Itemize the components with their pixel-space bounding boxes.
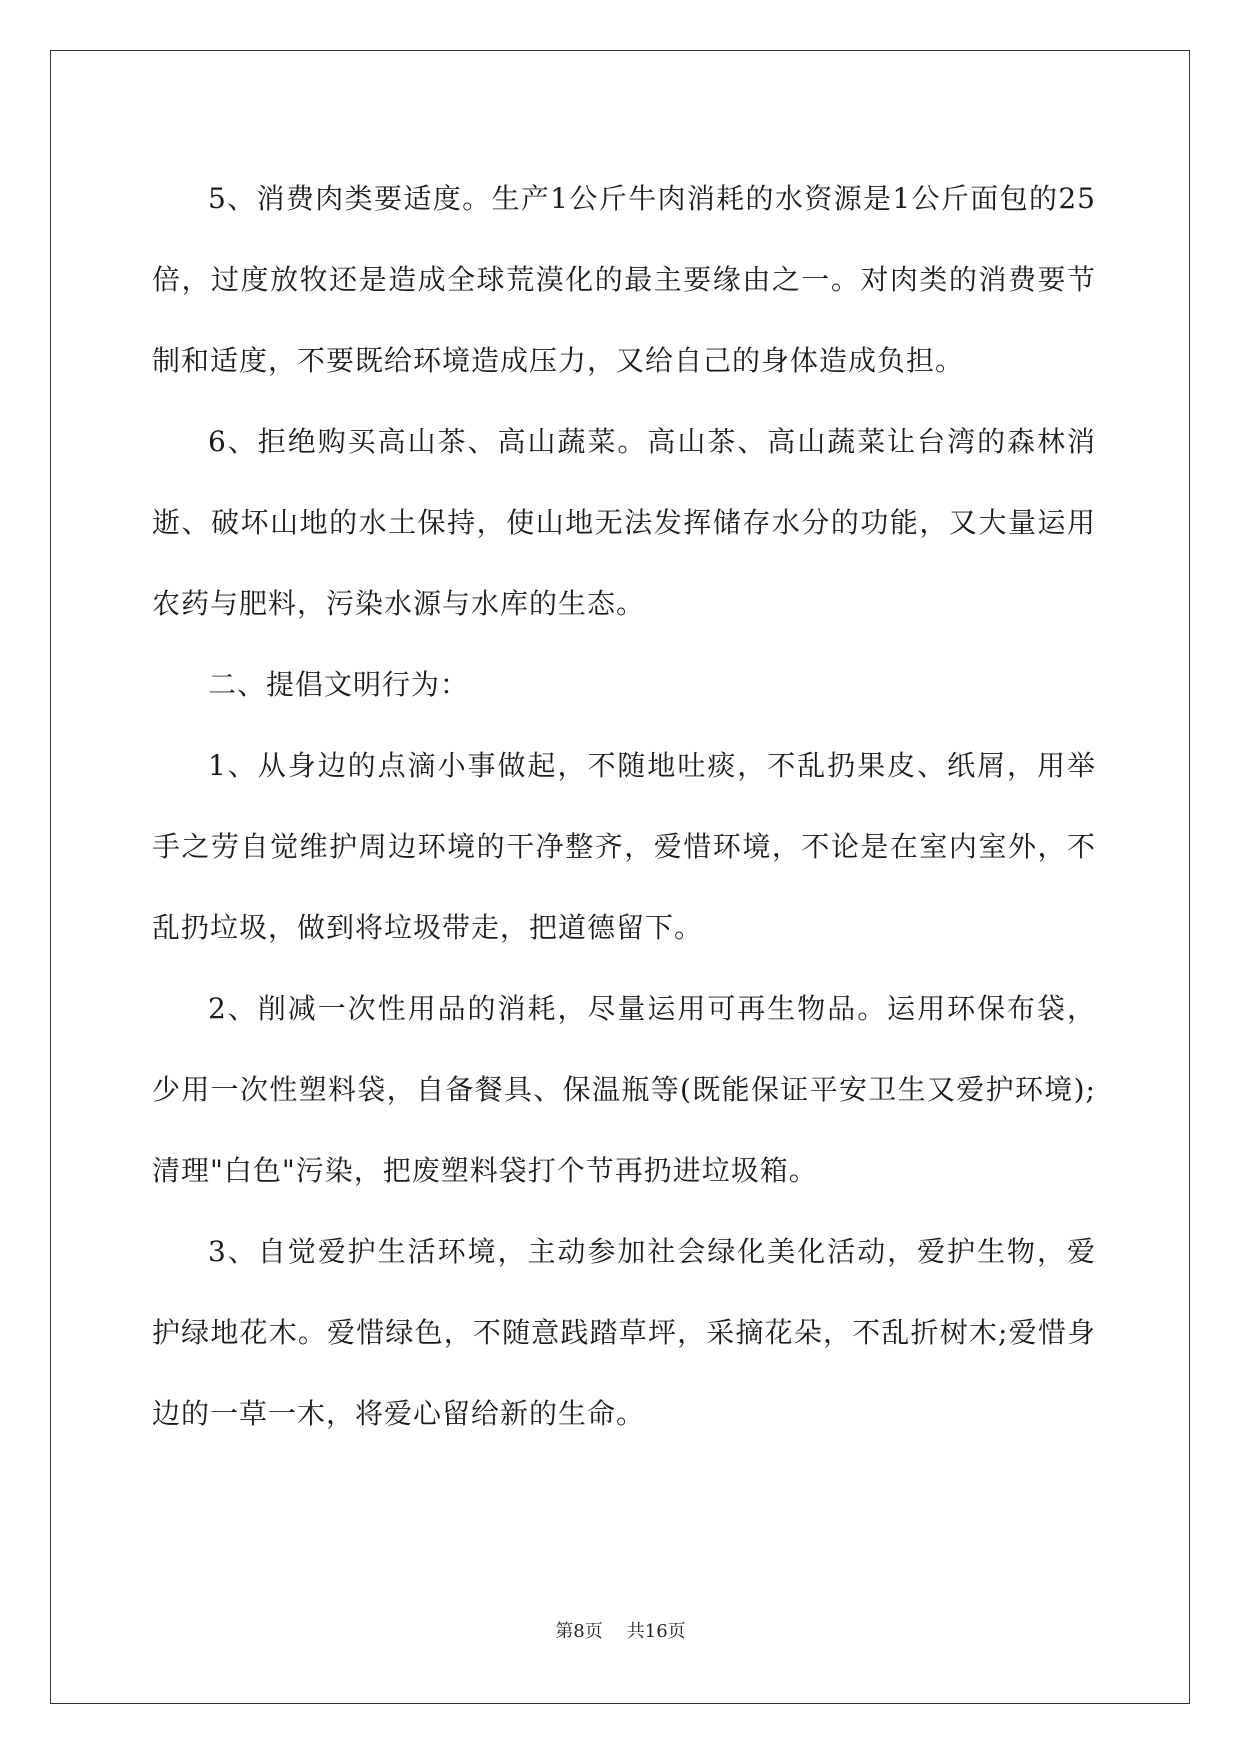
- paragraph-green-protection: 3、自觉爱护生活环境，主动参加社会绿化美化活动，爱护生物，爱护绿地花木。爱惜绿色，不随意践踏草坪，采摘花朵，不乱折树木;爱惜身边的一草一木，将爱心留给新的生命。: [152, 1235, 1096, 1430]
- page-total: 共16页: [626, 1621, 686, 1642]
- paragraph-mountain-tea: 6、拒绝购买高山茶、高山蔬菜。高山茶、高山蔬菜让台湾的森林消逝、破坏山地的水土保持，使山地无法发挥储存水分的功能，又大量运用农药与肥料，污染水源与水库的生态。: [152, 425, 1096, 620]
- paragraph-meat-consumption: 5、消费肉类要适度。生产1公斤牛肉消耗的水资源是1公斤面包的25倍，过度放牧还是造成全球荒漠化的最主要缘由之一。对肉类的消费要节制和适度，不要既给环境造成压力，又给自己的身体造成负担。: [152, 182, 1096, 377]
- page-footer: [0, 1620, 1241, 1644]
- paragraph-small-things: 1、从身边的点滴小事做起，不随地吐痰，不乱扔果皮、纸屑，用举手之劳自觉维护周边环境的干净整齐，爱惜环境，不论是在室内室外，不乱扔垃圾，做到将垃圾带走，把道德留下。: [152, 749, 1096, 944]
- paragraph-disposables: 2、削减一次性用品的消耗，尽量运用可再生物品。运用环保布袋，少用一次性塑料袋，自备餐具、保温瓶等(既能保证平安卫生又爱护环境);清理"白色"污染，把废塑料袋打个节再扔进垃圾箱。: [152, 992, 1096, 1187]
- page-number: 第8页: [555, 1621, 603, 1642]
- section-heading-civilized-behavior: 二、提倡文明行为：: [208, 668, 470, 701]
- document-body: [152, 158, 1096, 1454]
